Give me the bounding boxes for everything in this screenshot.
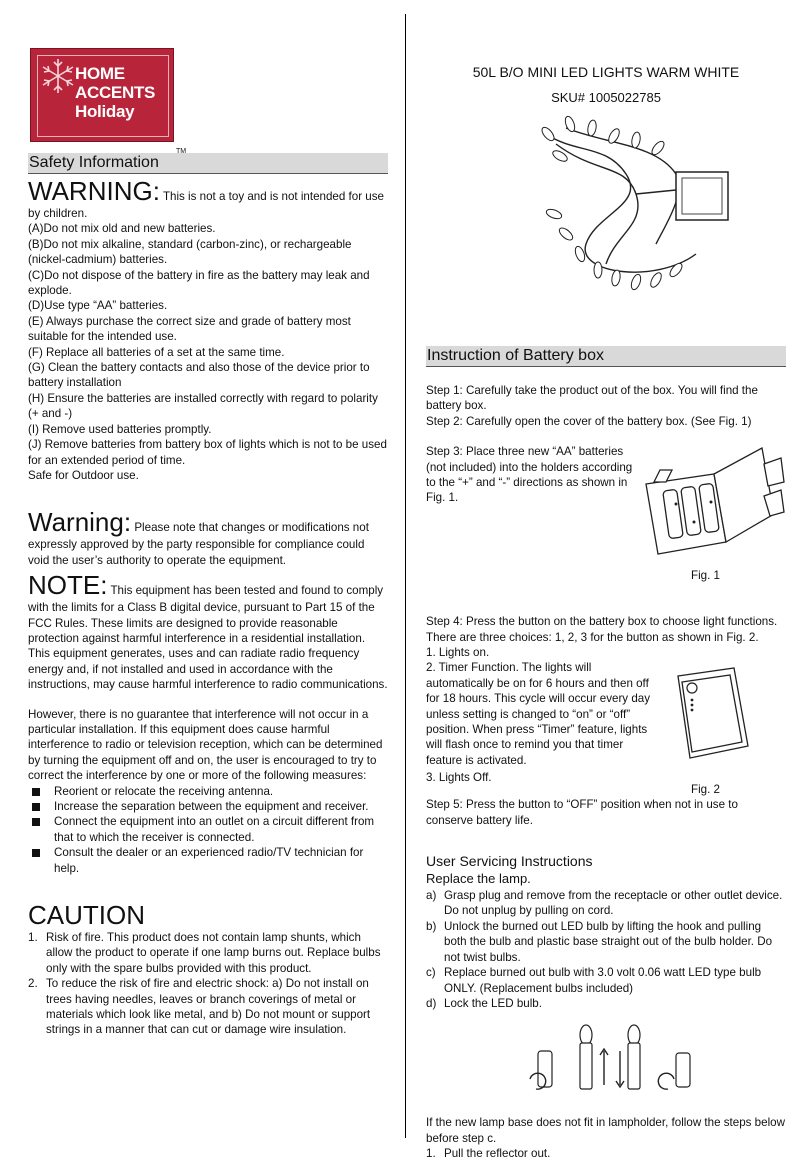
service-list [426,888,786,1011]
warning-label: WARNING: [28,176,160,206]
list-item: Increase the separation between the equipment and receiver. [28,799,388,814]
step-1: Step 1: Carefully take the product out of the box. You will find the battery box. [426,384,758,413]
instruction-heading: Instruction of Battery box [426,346,786,367]
right-column [426,62,786,1162]
column-divider [405,14,406,1138]
sku: SKU# 1005022785 [551,90,661,105]
battery-box-button-illustration [672,666,752,761]
list-item: d) Lock the LED bulb. [426,996,542,1010]
safety-list [28,221,388,483]
step-3: Step 3: Place three new “AA” batteries (not included) into the holders according to the “+” and “-” directions as shown in Fig. 1. [426,445,633,505]
safety-item: (F) Replace all batteries of a set at the same time. [28,345,285,359]
led-light-string-illustration [536,114,736,294]
caution-heading: CAUTION [28,900,145,931]
safety-item: (A)Do not mix old and new batteries. [28,222,216,236]
fig-2-caption: Fig. 2 [691,782,720,796]
however-paragraph: However, there is no guarantee that interference will not occur in a particular installation. If this equipment does cause harmful interference to radio or television reception, which can be determined by turning the equipment off and on, the user is encouraged to try to correct the interference by one or more of the following measures: [28,707,383,783]
choice-1: 1. Lights on. [426,646,490,660]
safety-item: (I) Remove used batteries promptly. [28,422,212,436]
snowflake-icon [39,57,77,95]
list-item: Connect the equipment into an outlet on a circuit different from that to which the receiver is connected. [28,814,388,845]
list-item: c) Replace burned out bulb with 3.0 volt 0.06 watt LED type bulb ONLY. (Replacement bulbs included) [426,966,762,995]
note-text: This equipment has been tested and found to comply with the limits for a Class B digital device, pursuant to Part 15 of the FCC Rules. These limits are designed to provide reasonable protection against harmful interference in a residential installation. This equipment generates, uses and can radiate radio frequency energy and, if not installed and used in accordance with the instructions, may cause harmful interference to radio communications. [28,584,388,692]
fig-1-caption: Fig. 1 [691,569,720,583]
choice-2: 2. Timer Function. The lights will automatically be on for 6 hours and then off for 18 hours. This cycle will occur every day unless setting is changed to “on” or “off” position. When press “Timer” feature, lights will flash once to remind you that timer feature is activated. [426,661,651,767]
logo-line-3: Holiday [75,102,135,121]
list-item: Reorient or relocate the receiving antenna. [28,784,388,799]
safety-item: (B)Do not mix alkaline, standard (carbon-zinc), or rechargeable (nickel-cadmium) batteries. [28,237,352,267]
bulb-replacement-illustration [516,1021,716,1101]
safety-item: (E) Always purchase the correct size and grade of battery most suitable for the intended use. [28,314,351,344]
warning-text: This is not a toy and is not intended for use by children. [28,190,384,220]
step-5: Step 5: Press the button to “OFF” position when not in use to conserve battery life. [426,798,738,827]
safety-item: (D)Use type “AA” batteries. [28,299,168,313]
battery-box [676,172,728,220]
battery-box-open-illustration [636,444,786,562]
choice-3: 3. Lights Off. [426,771,492,785]
safety-heading: Safety Information [28,153,388,174]
list-item: 2. To reduce the risk of fire and electric shock: a) Do not install on trees having needles, leaves or branch coverings of metal or materials which look like metal, and b) Do not mount or support strings in a manner that can cut or damage wire insulation. [28,977,371,1037]
step-4: Step 4: Press the button on the battery box to choose light functions. There are three choices: 1, 2, 3 for the button as shown in Fig. 2. [426,615,778,644]
list-item: 1. Risk of fire. This product does not contain lamp shunts, which allow the product to operate if one lamp burns out. Replace bulbs only with the spare bulbs provided with this product. [28,931,381,975]
trademark: TM [176,148,187,155]
list-item: Consult the dealer or an experienced radio/TV technician for help. [28,845,388,876]
caution-list [28,930,388,1038]
logo-line-2: ACCENTS [75,83,156,102]
brand-logo [28,44,187,155]
new-lamp-paragraph: If the new lamp base does not fit in lampholder, follow the steps below before step c. [426,1116,785,1145]
product-title: 50L B/O MINI LED LIGHTS WARM WHITE [472,64,740,80]
list-item: 1. Pull the reflector out. [426,1147,551,1161]
warning2-text: Please note that changes or modifications not expressly approved by the party responsible for compliance could void the user’s authority to operate the equipment. [28,521,369,567]
step-2: Step 2: Carefully open the cover of the battery box. (See Fig. 1) [426,414,752,428]
left-column [28,44,388,1038]
measures-list [28,784,388,876]
list-item: b) Unlock the burned out LED bulb by lifting the hook and pulling both the bulb and plastic base straight out of the bulb holder. Do not twist bulbs. [426,919,773,964]
safety-item: (C)Do not dispose of the battery in fire as the battery may leak and explode. [28,268,370,298]
pull-list [426,1146,786,1161]
safety-item: Safe for Outdoor use. [28,468,139,482]
warning2-label: Warning: [28,507,132,538]
note-label: NOTE: [28,570,108,601]
safety-item: (G) Clean the battery contacts and also those of the device prior to battery installation [28,361,370,390]
replace-lamp: Replace the lamp. [426,871,531,887]
list-item: a) Grasp plug and remove from the receptacle or other outlet device. Do not unplug by pulling on cord. [426,889,783,918]
safety-item: (H) Ensure the batteries are installed correctly with regard to polarity (+ and -) [28,391,378,421]
service-heading: User Servicing Instructions [426,853,593,870]
safety-item: (J) Remove batteries from battery box of lights which is not to be used for an extended period of time. [28,438,387,467]
logo-line-1: HOME [75,64,125,83]
